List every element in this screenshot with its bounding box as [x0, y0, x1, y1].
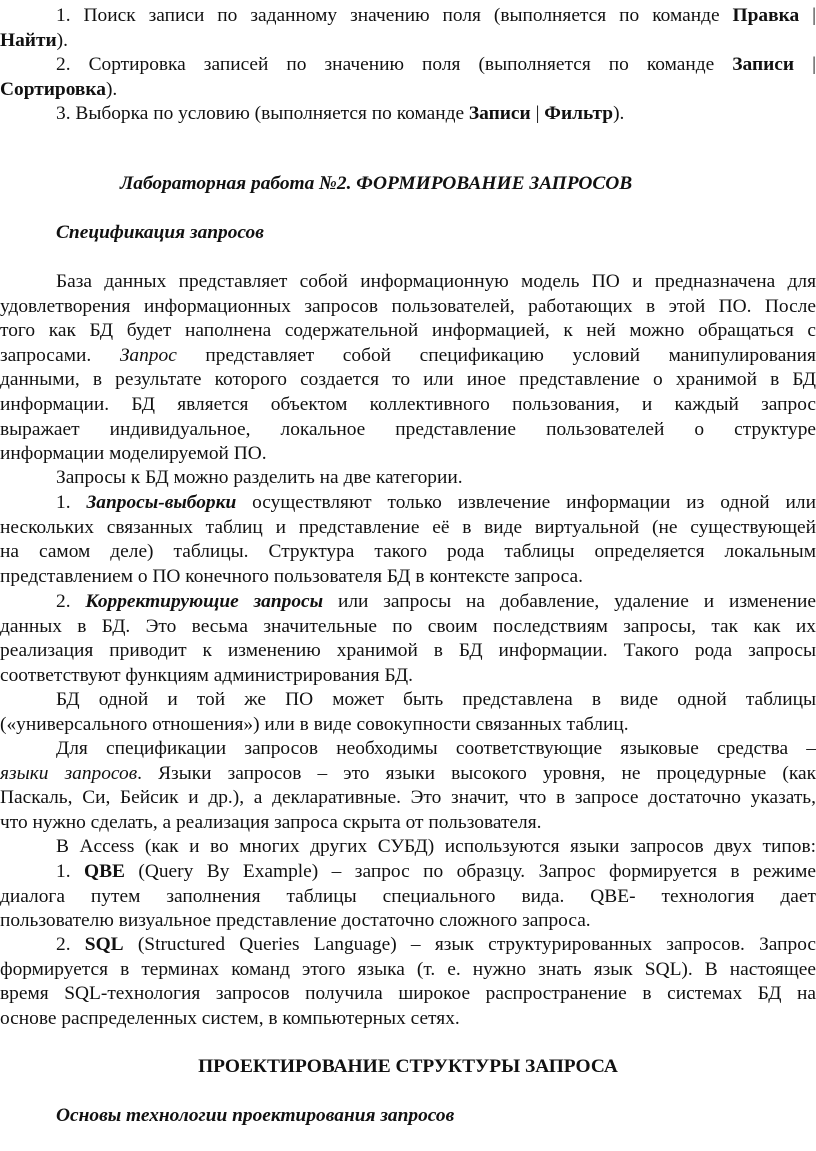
list-item-1-line-1: 1. Поиск записи по заданному значению поля (выполняется по команде Правка | [56, 5, 816, 26]
paragraph-4 [0, 590, 816, 688]
spec-heading-block [0, 221, 816, 246]
lab-title-block [0, 172, 816, 197]
p4-line-1: 2. Корректирующие запросы или запросы на добавление, удаление и изменение [56, 591, 816, 612]
paragraph-8 [0, 860, 816, 934]
list-item-1-line-2: Найти). [0, 29, 68, 51]
p3-line-1: 1. Запросы-выборки осуществляют только извлечение информации из одной или [56, 492, 816, 513]
list-item-3: 3. Выборка по условию (выполняется по команде Записи | Фильтр). [56, 103, 625, 125]
p8-line-1: 1. QBE (Query By Example) – запрос по образцу. Запрос формируется в режиме [56, 861, 816, 882]
p9-line-2: формируется в терминах команд этого языка (т. е. нужно знать язык SQL). В настоящее [0, 958, 816, 980]
p4-line-2: данных в БД. Это весьма значительные по своим последствиям запросы, так как их [0, 615, 816, 637]
p3-line-4: представлением о ПО конечного пользователя БД в контексте запроса. [0, 565, 583, 587]
basics-heading: Основы технологии проектирования запросов [56, 1105, 455, 1126]
p6-line-3: Паскаль, Си, Бейсик и др.), а декларативные. Это значит, что в запросе достаточно указать, [0, 787, 816, 809]
basics-heading-block [0, 1104, 816, 1129]
p1-line-4: запросами. Запрос представляет собой спецификацию условий манипулирования [0, 344, 816, 366]
p1-line-6: информации. БД является объектом коллективного пользования, и каждый запрос [0, 393, 816, 415]
p9-line-3: время SQL-технология запросов получила широкое распространение в системах БД на [0, 983, 816, 1005]
paragraph-9 [0, 933, 816, 1031]
p1-line-7: выражает индивидуальное, локальное представление пользователей о структуре [0, 418, 816, 440]
paragraph-6 [0, 737, 816, 835]
paragraph-1 [0, 270, 816, 467]
p3-line-3: на самом деле) таблицы. Структура такого рода таблицы определяется локальным [0, 541, 816, 563]
p2-line-1: Запросы к БД можно разделить на две категории. [56, 467, 463, 488]
p1-line-5: данными, в результате которого создается то или иное представление о хранимой в БД [0, 369, 816, 391]
p3-line-2: нескольких связанных таблиц и представление её в виде виртуальной (не существующей [0, 516, 816, 538]
spec-heading: Спецификация запросов [56, 222, 264, 243]
design-heading: ПРОЕКТИРОВАНИЕ СТРУКТУРЫ ЗАПРОСА [198, 1056, 618, 1077]
design-heading-block [0, 1055, 816, 1080]
p8-line-3: пользователю визуальное представление достаточно сложного запроса. [0, 910, 591, 932]
p4-line-3: реализация приводит к изменению хранимой в БД информации. Такого рода запросы [0, 640, 816, 662]
lab-title: Лабораторная работа №2. ФОРМИРОВАНИЕ ЗАПРОСОВ [120, 173, 633, 194]
p1-line-2: удовлетворения информационных запросов пользователей, работающих в этой ПО. После [0, 295, 816, 317]
list-item-2-line-2: Сортировка). [0, 78, 118, 100]
p5-line-2: («универсального отношения») или в виде совокупности связанных таблиц. [0, 713, 629, 735]
p6-line-1: Для спецификации запросов необходимы соответствующие языковые средства – [56, 738, 816, 759]
p9-line-4: основе распределенных систем, в компьютерных сетях. [0, 1007, 460, 1029]
p6-line-2: языки запросов. Языки запросов – это языки высокого уровня, не процедурные (как [0, 762, 816, 784]
paragraph-3 [0, 491, 816, 589]
p4-line-4: соответствуют функциям администрирования БД. [0, 664, 413, 686]
paragraph-7 [0, 835, 816, 860]
p1-line-8: информации моделируемой ПО. [0, 443, 267, 465]
p5-line-1: БД одной и той же ПО может быть представлена в виде одной таблицы [56, 689, 816, 710]
p1-line-3: того как БД будет наполнена содержательной информацией, к ней можно обращаться с [0, 320, 816, 342]
p7-line-1: В Access (как и во многих других СУБД) используются языки запросов двух типов: [56, 836, 816, 857]
top-list [0, 4, 816, 127]
p9-line-1: 2. SQL (Structured Queries Language) – язык структурированных запросов. Запрос [56, 934, 816, 955]
paragraph-2 [0, 466, 816, 491]
p6-line-4: что нужно сделать, а реализация запроса скрыта от пользователя. [0, 811, 542, 833]
p1-line-1: База данных представляет собой информационную модель ПО и предназначена для [56, 271, 816, 292]
p8-line-2: диалога путем заполнения таблицы специального вида. QBE- технология дает [0, 885, 816, 907]
list-item-2-line-1: 2. Сортировка записей по значению поля (выполняется по команде Записи | [56, 54, 816, 76]
paragraph-5 [0, 688, 816, 737]
